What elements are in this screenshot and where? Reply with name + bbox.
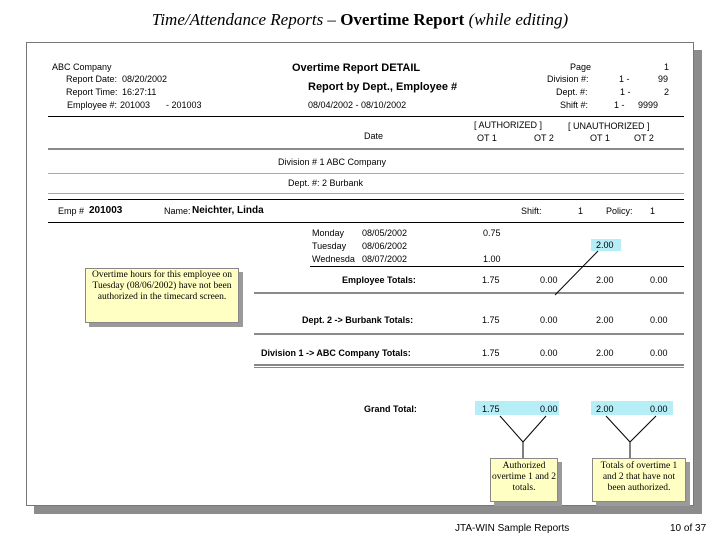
- report-date: 08/20/2002: [122, 74, 168, 84]
- division-from: 1 -: [619, 74, 630, 84]
- total-u2: 0.00: [650, 348, 668, 358]
- page-value: 1: [664, 62, 670, 72]
- slide-title-suffix: (while editing): [464, 10, 569, 29]
- shift-field-value: 1: [578, 206, 584, 216]
- emp-label: Emp #: [58, 206, 85, 216]
- day-name: Tuesday: [312, 241, 347, 251]
- slide-title-prefix: Time/Attendance Reports –: [151, 10, 341, 29]
- emp-number: 201003: [89, 205, 123, 216]
- unauthorized-pointer-left: [606, 416, 630, 442]
- division-label: Division #:: [547, 74, 589, 84]
- date-column-header: Date: [364, 131, 384, 141]
- day-date: 08/06/2002: [362, 241, 408, 251]
- report-date-label: Report Date:: [66, 74, 118, 84]
- unauthorized-pointer-right: [630, 416, 656, 442]
- grand-u2: 0.00: [650, 404, 668, 414]
- footer-title: JTA-WIN Sample Reports: [455, 523, 570, 534]
- authorized-totals-callout: Authorized overtime 1 and 2 totals.: [490, 458, 558, 502]
- auth-ot1-header: OT 1: [477, 133, 497, 143]
- division-line: Division # 1 ABC Company: [278, 157, 387, 167]
- grand-a1: 1.75: [482, 404, 500, 414]
- total-a2: 0.00: [540, 348, 558, 358]
- day-unauth-ot1: 2.00: [596, 240, 614, 250]
- emp-name: Neichter, Linda: [192, 205, 264, 216]
- unauth-ot2-header: OT 2: [634, 133, 654, 143]
- total-a1: 1.75: [482, 275, 500, 285]
- total-u1: 2.00: [596, 275, 614, 285]
- total-u2: 0.00: [650, 315, 668, 325]
- day-name: Wednesda: [312, 254, 355, 264]
- report-time: 16:27:11: [122, 87, 157, 97]
- dept-totals-label: Dept. 2 -> Burbank Totals:: [302, 315, 414, 325]
- shift-label: Shift #:: [560, 100, 589, 110]
- report-subtitle: Report by Dept., Employee #: [308, 81, 458, 93]
- name-label: Name:: [164, 206, 191, 216]
- unauthorized-header: [ UNAUTHORIZED ]: [568, 121, 650, 131]
- employee-totals-label: Employee Totals:: [342, 275, 416, 285]
- auth-ot2-header: OT 2: [534, 133, 554, 143]
- authorized-pointer-right: [523, 416, 546, 442]
- tuesday-unauthorized-callout: Overtime hours for this employee on Tuesday (08/06/2002) have not been authorized in the timecard screen.: [85, 268, 239, 323]
- day-date: 08/07/2002: [362, 254, 408, 264]
- employee-label: Employee #:: [67, 100, 118, 110]
- page-label: Page: [570, 62, 592, 72]
- unauthorized-totals-callout: Totals of overtime 1 and 2 that have not been authorized.: [592, 458, 686, 502]
- report-title: Overtime Report DETAIL: [292, 62, 421, 74]
- total-a1: 1.75: [482, 348, 500, 358]
- day-name: Monday: [312, 228, 345, 238]
- authorized-pointer-left: [500, 416, 523, 442]
- grand-u1: 2.00: [596, 404, 614, 414]
- total-a2: 0.00: [540, 275, 558, 285]
- dept-line: Dept. #: 2 Burbank: [288, 178, 364, 188]
- day-date: 08/05/2002: [362, 228, 408, 238]
- employee-from: 201003: [120, 100, 151, 110]
- policy-label: Policy:: [606, 206, 633, 216]
- employee-to: - 201003: [166, 100, 202, 110]
- division-to: 99: [658, 74, 669, 84]
- company-name: ABC Company: [52, 62, 112, 72]
- shift-field-label: Shift:: [521, 206, 542, 216]
- division-totals-label: Division 1 -> ABC Company Totals:: [261, 348, 411, 358]
- day-auth-ot1: 1.00: [483, 254, 501, 264]
- total-a2: 0.00: [540, 315, 558, 325]
- authorized-header: [ AUTHORIZED ]: [474, 120, 543, 130]
- total-u2: 0.00: [650, 275, 668, 285]
- total-u1: 2.00: [596, 315, 614, 325]
- dept-from: 1 -: [620, 87, 631, 97]
- day-auth-ot1: 0.75: [483, 228, 501, 238]
- total-u1: 2.00: [596, 348, 614, 358]
- report-time-label: Report Time:: [66, 87, 118, 97]
- shift-from: 1 -: [614, 100, 625, 110]
- policy-value: 1: [650, 206, 656, 216]
- grand-total-label: Grand Total:: [364, 404, 417, 414]
- date-range: 08/04/2002 - 08/10/2002: [308, 100, 407, 110]
- grand-a2: 0.00: [540, 404, 558, 414]
- slide-title-main: Overtime Report: [340, 10, 465, 29]
- unauth-ot1-header: OT 1: [590, 133, 610, 143]
- total-a1: 1.75: [482, 315, 500, 325]
- dept-label: Dept. #:: [556, 87, 588, 97]
- dept-to: 2: [664, 87, 670, 97]
- footer-page-number: 10 of 37: [670, 523, 707, 534]
- left-callout-pointer: [555, 251, 598, 295]
- shift-to: 9999: [638, 100, 659, 110]
